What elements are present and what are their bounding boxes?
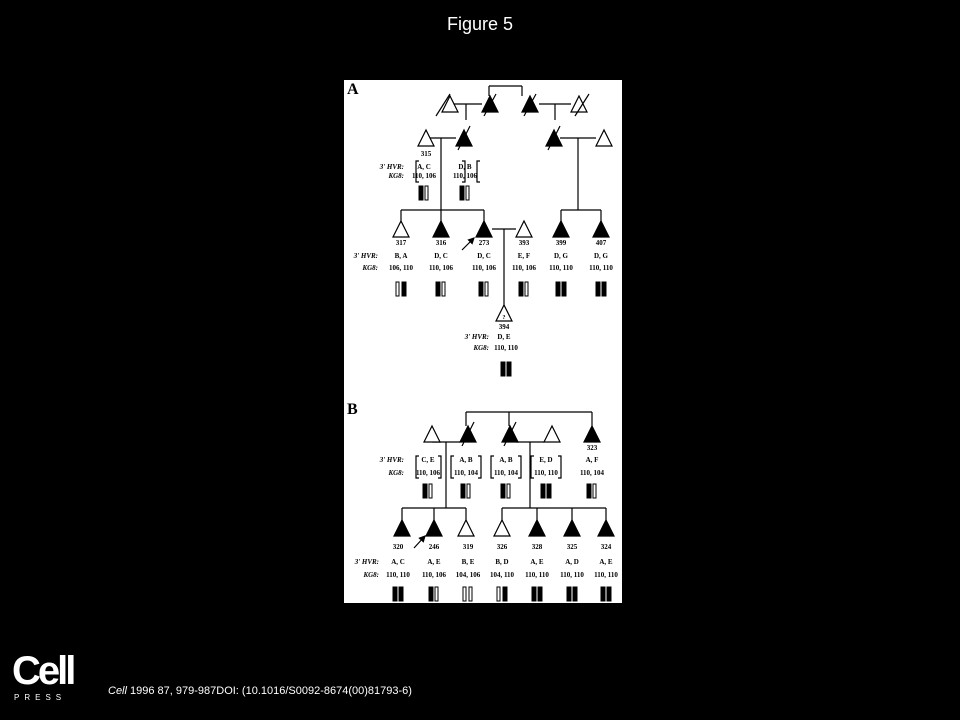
- gel-band: [541, 484, 545, 498]
- gel-band: [479, 282, 483, 296]
- hvr-value: A, F: [585, 456, 599, 464]
- proband-arrow: [462, 238, 474, 250]
- gel-band: [497, 587, 500, 601]
- kg8-value: 110, 110: [386, 571, 410, 579]
- individual-id: 324: [600, 543, 612, 551]
- gel-band: [503, 587, 507, 601]
- hvr-value: E, F: [517, 252, 531, 260]
- row-label-hvr: 3' HVR:: [354, 558, 379, 566]
- gel-band: [436, 282, 440, 296]
- gel-band: [607, 587, 611, 601]
- hvr-value: A, D: [565, 558, 579, 566]
- pedigree-symbol: [494, 520, 510, 536]
- gel-band: [469, 587, 472, 601]
- gel-band: [485, 282, 488, 296]
- gel-band: [547, 484, 551, 498]
- individual-id: 393: [518, 239, 530, 247]
- gel-band: [538, 587, 542, 601]
- row-label-kg8: KG8:: [388, 172, 404, 180]
- individual-id: 399: [555, 239, 567, 247]
- individual-id: 246: [428, 543, 440, 551]
- kg8-value: 110, 110: [589, 264, 613, 272]
- individual-id: 316: [435, 239, 447, 247]
- kg8-value: 110, 110: [560, 571, 584, 579]
- gel-band: [463, 587, 466, 601]
- gel-band: [393, 587, 397, 601]
- hvr-value: A, C: [391, 558, 405, 566]
- gel-band: [567, 587, 571, 601]
- pedigree-symbol: [596, 130, 612, 146]
- panel-b-label: B: [347, 401, 358, 418]
- panel-a-gen1: [436, 94, 589, 116]
- gel-band: [562, 282, 566, 296]
- kg8-value: 104, 110: [489, 571, 515, 579]
- hvr-value: C, E: [421, 456, 435, 464]
- pedigree-symbol: [584, 426, 600, 442]
- gel-band: [399, 587, 403, 601]
- gel-band: [435, 587, 438, 601]
- gel-band: [442, 282, 445, 296]
- gel-band: [429, 587, 433, 601]
- kg8-value: 110, 104: [453, 469, 479, 477]
- figure-title: Figure 5: [446, 14, 514, 34]
- individual-id: 320: [392, 543, 404, 551]
- hvr-value: D, B: [458, 163, 472, 171]
- kg8-value: 110, 106: [415, 469, 441, 477]
- hvr-value: E, D: [539, 456, 553, 464]
- logo-press: PRESS: [14, 693, 67, 702]
- individual-id: 325: [566, 543, 578, 551]
- hvr-value: A, B: [459, 456, 473, 464]
- hvr-value: B, A: [394, 252, 408, 260]
- kg8-value: 106, 110: [388, 264, 414, 272]
- pedigree-symbol: [426, 520, 442, 536]
- kg8-value: 110, 106: [421, 571, 447, 579]
- pedigree-figure: [344, 80, 622, 603]
- hvr-value: D, E: [497, 333, 511, 341]
- gel-band: [425, 186, 428, 200]
- pedigree-symbol: [424, 426, 440, 442]
- kg8-value: 110, 106: [428, 264, 454, 272]
- gel-band: [532, 587, 536, 601]
- citation: [108, 685, 412, 697]
- pedigree-symbol: [593, 221, 609, 237]
- gel-bands: [393, 186, 611, 601]
- row-label-hvr: 3' HVR:: [353, 252, 378, 260]
- individual-id: 323: [586, 444, 598, 452]
- individual-id: 317: [395, 239, 407, 247]
- hvr-value: D, G: [554, 252, 568, 260]
- pedigree-symbol: [476, 221, 492, 237]
- panel-a-lines: [401, 86, 601, 305]
- panel-a-label: A: [347, 81, 359, 98]
- hvr-value: B, E: [461, 558, 475, 566]
- pedigree-symbol: [564, 520, 580, 536]
- hvr-value: D, C: [477, 252, 491, 260]
- cell-press-logo: [12, 649, 82, 706]
- kg8-value: 110, 106: [471, 264, 497, 272]
- hvr-value: A, B: [499, 456, 513, 464]
- gel-band: [402, 282, 406, 296]
- proband-arrow: [414, 536, 425, 548]
- row-label-hvr: 3' HVR:: [464, 333, 489, 341]
- gel-band: [461, 484, 465, 498]
- kg8-value: 110, 110: [534, 469, 558, 477]
- individual-id: 319: [462, 543, 474, 551]
- pedigree-symbol: [529, 520, 545, 536]
- gel-band: [419, 186, 423, 200]
- pedigree-symbol: [393, 221, 409, 237]
- kg8-value: 110, 110: [549, 264, 573, 272]
- gel-band: [573, 587, 577, 601]
- row-label-hvr: 3' HVR:: [379, 456, 404, 464]
- gel-band: [525, 282, 528, 296]
- pedigree-symbol: [394, 520, 410, 536]
- row-label-kg8: KG8:: [363, 571, 379, 579]
- kg8-value: 110, 104: [579, 469, 605, 477]
- hvr-value: A, E: [599, 558, 613, 566]
- hvr-value: A, C: [417, 163, 431, 171]
- gel-band: [423, 484, 427, 498]
- kg8-value: 110, 106: [452, 172, 478, 180]
- individual-id: 326: [496, 543, 508, 551]
- kg8-value: 110, 110: [594, 571, 618, 579]
- panel-a-gen3: [393, 221, 609, 250]
- hvr-value: A, E: [427, 558, 441, 566]
- gel-band: [507, 484, 510, 498]
- individual-id: 273: [478, 239, 490, 247]
- hvr-value: A, E: [530, 558, 544, 566]
- row-label-kg8: KG8:: [362, 264, 378, 272]
- row-label-kg8: KG8:: [473, 344, 489, 352]
- individual-id: 315: [420, 150, 432, 158]
- gel-band: [501, 362, 505, 376]
- gel-band: [501, 484, 505, 498]
- gel-band: [460, 186, 464, 200]
- logo-wordmark: Cell: [12, 649, 74, 693]
- pedigree-symbol: [544, 426, 560, 442]
- kg8-value: 110, 106: [411, 172, 437, 180]
- kg8-value: 110, 104: [493, 469, 519, 477]
- kg8-value: 110, 110: [525, 571, 549, 579]
- pedigree-symbol: [598, 520, 614, 536]
- gel-band: [593, 484, 596, 498]
- unknown-status-mark: ?: [502, 315, 506, 321]
- kg8-value: 110, 106: [511, 264, 537, 272]
- citation-journal: Cell: [108, 685, 127, 697]
- gel-band: [596, 282, 600, 296]
- gel-band: [556, 282, 560, 296]
- hvr-value: B, D: [495, 558, 509, 566]
- pedigree-symbol: [433, 221, 449, 237]
- pedigree-symbol: [553, 221, 569, 237]
- pedigree-symbol: [516, 221, 532, 237]
- gel-band: [519, 282, 523, 296]
- gel-band: [587, 484, 591, 498]
- pedigree-svg: [344, 80, 622, 603]
- gel-band: [466, 186, 469, 200]
- gel-band: [429, 484, 432, 498]
- row-label-hvr: 3' HVR:: [379, 163, 404, 171]
- individual-id: 394: [498, 323, 510, 331]
- hvr-value: D, G: [594, 252, 608, 260]
- gel-band: [507, 362, 511, 376]
- individual-id: 328: [531, 543, 543, 551]
- gel-band: [396, 282, 399, 296]
- gel-band: [467, 484, 470, 498]
- pedigree-symbol: [458, 520, 474, 536]
- hvr-value: D, C: [434, 252, 448, 260]
- row-label-kg8: KG8:: [388, 469, 404, 477]
- kg8-value: 110, 110: [494, 344, 518, 352]
- citation-details: 1996 87, 979-987DOI: (10.1016/S0092-8674(00)81793-6): [126, 685, 412, 697]
- gel-band: [602, 282, 606, 296]
- gel-band: [601, 587, 605, 601]
- kg8-value: 104, 106: [455, 571, 481, 579]
- individual-id: 407: [595, 239, 607, 247]
